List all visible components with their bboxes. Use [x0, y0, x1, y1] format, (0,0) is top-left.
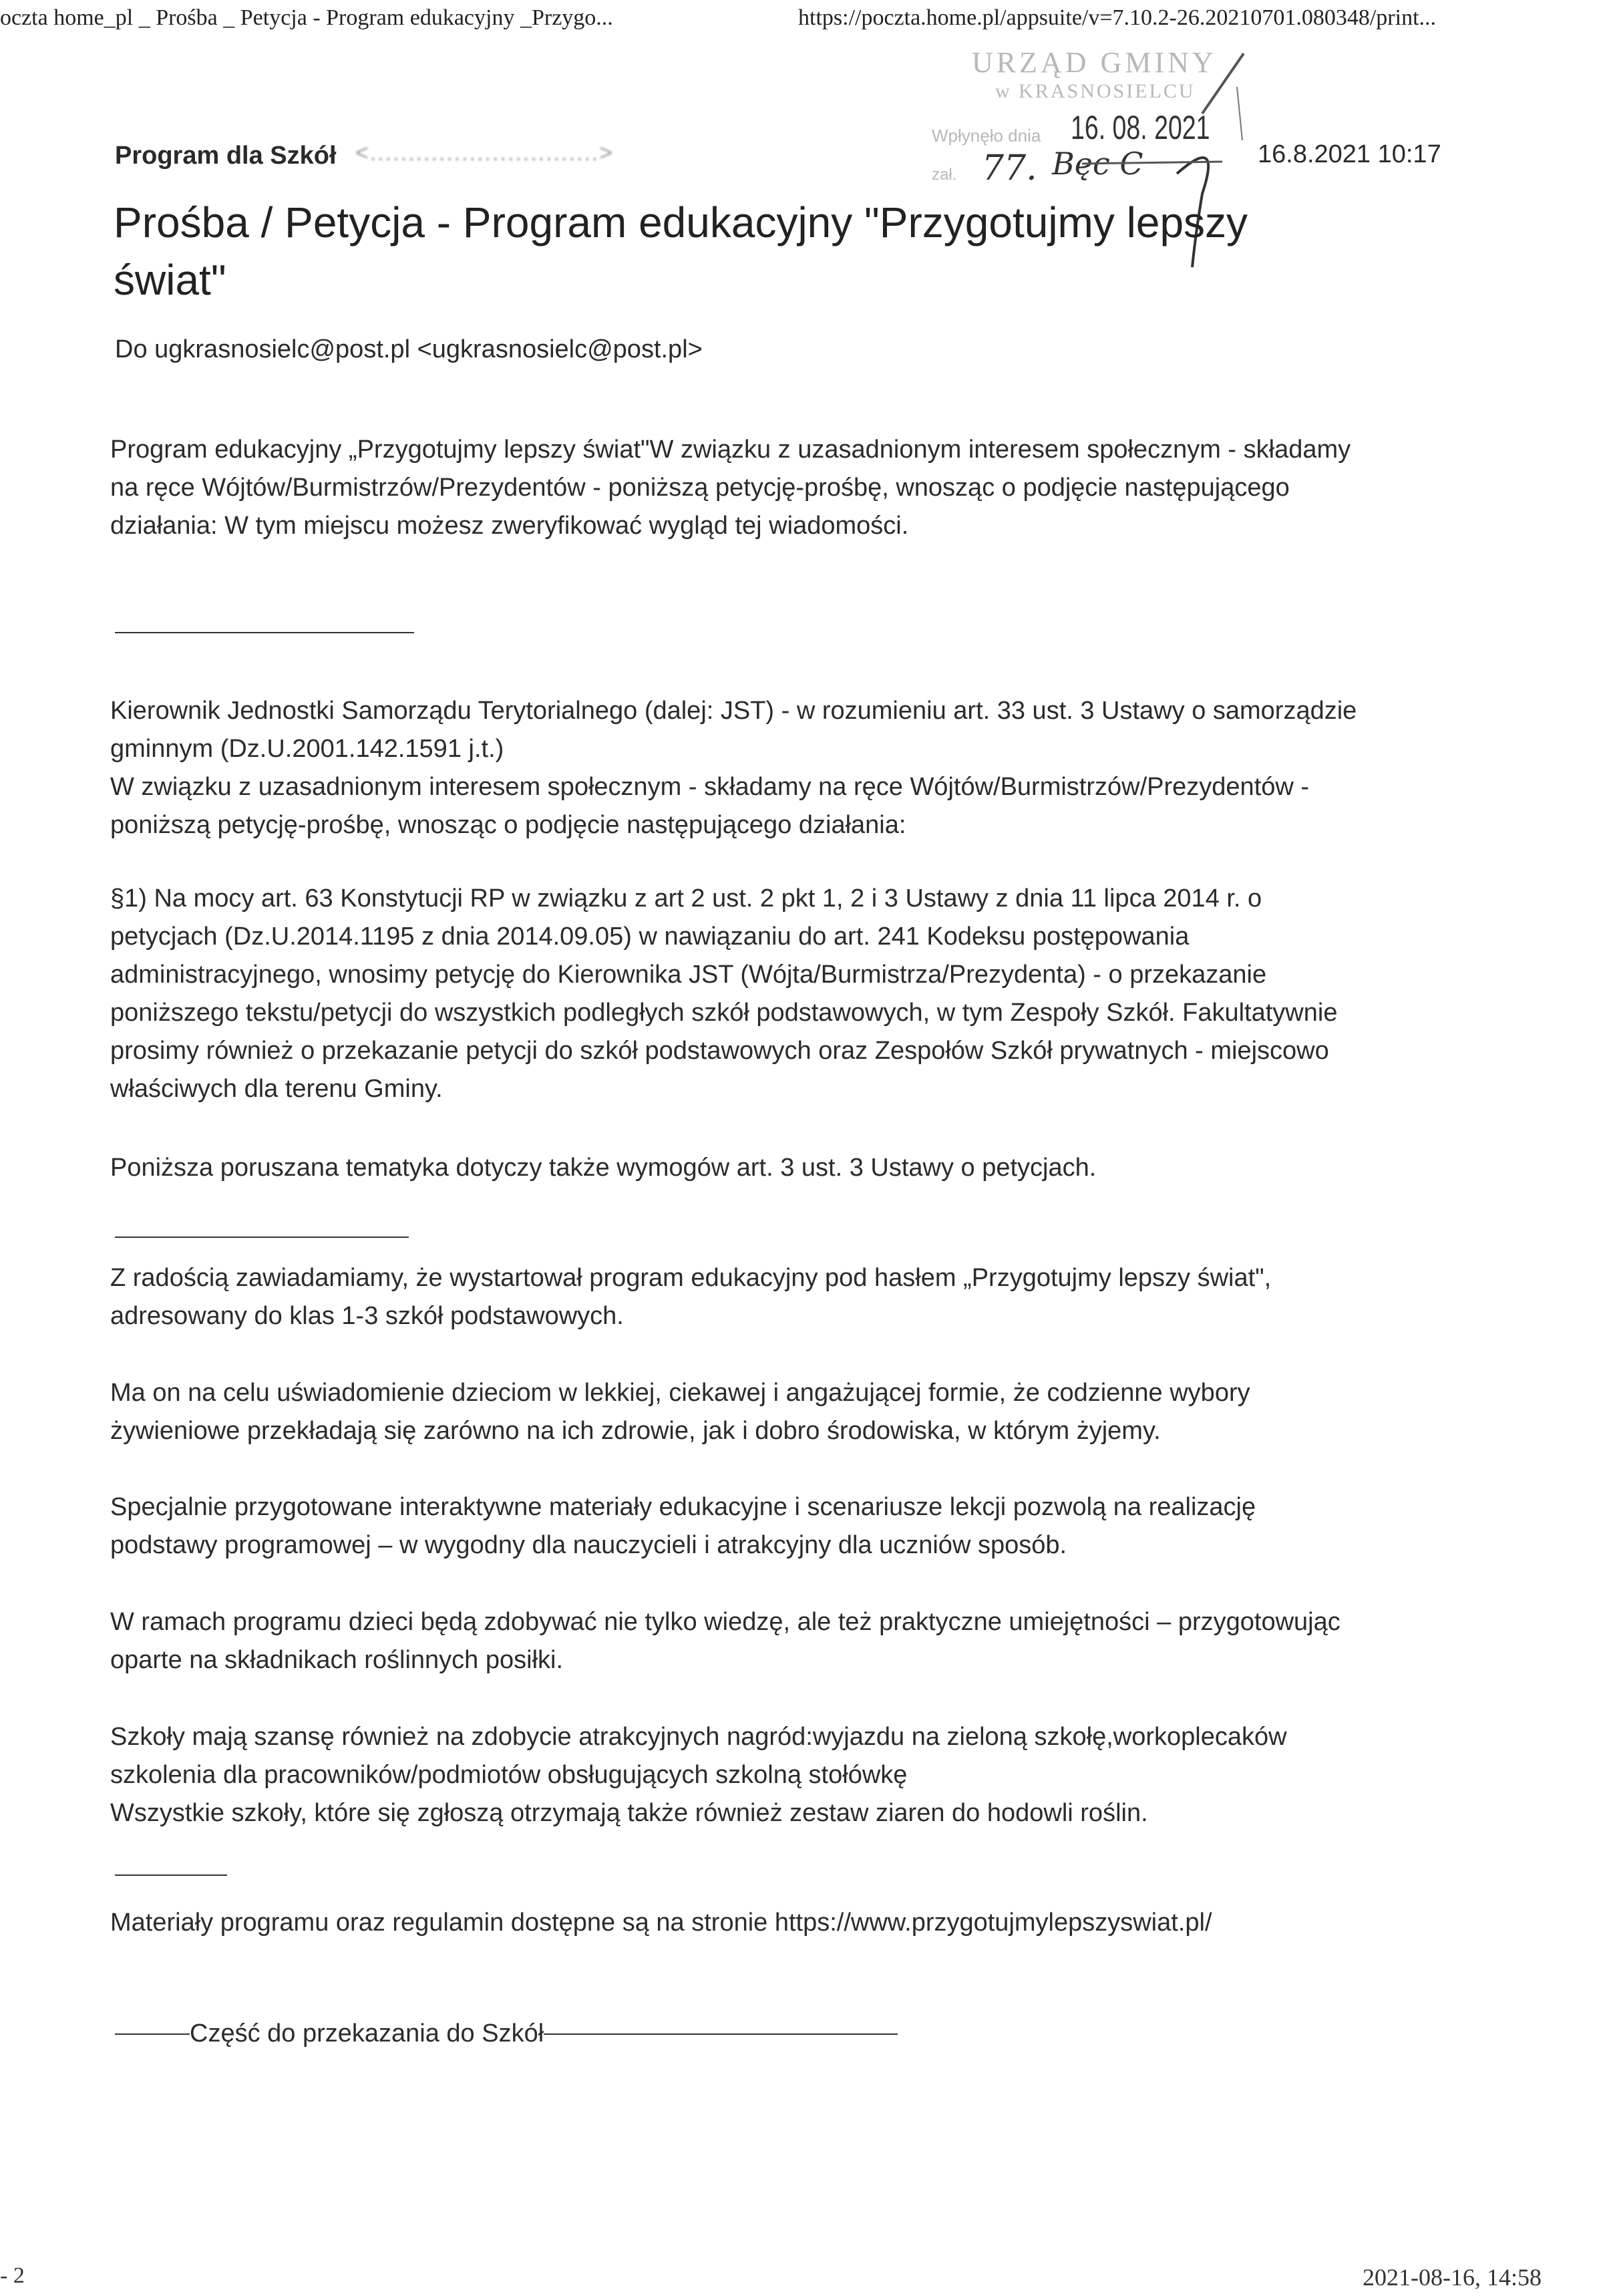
- radosc-line: Z radością zawiadamiamy, że wystartował program edukacyjny pod hasłem „Przygotujmy lepszy świat",: [110, 1264, 1272, 1292]
- szkoly-paragraph: [110, 1718, 1453, 1832]
- print-header-title: oczta home_pl _ Prośba _ Petycja - Program edukacyjny _Przygo...: [0, 5, 613, 30]
- czesc-rule-right: [544, 2033, 898, 2035]
- stamp-received-label: Wpłynęło dnia: [932, 126, 1041, 146]
- email-datetime: 16.8.2021 10:17: [1258, 140, 1441, 168]
- czesc-rule-left: [115, 2033, 190, 2035]
- paragraph-1-line: właściwych dla terenu Gminy.: [110, 1075, 443, 1103]
- email-subject-line2: świat": [114, 256, 226, 304]
- paragraph-1-line: administracyjnego, wnosimy petycję do Kierownika JST (Wójta/Burmistrza/Prezydenta) - o przekazanie: [110, 961, 1267, 989]
- ramach-paragraph: [110, 1603, 1453, 1679]
- print-footer-timestamp: 2021-08-16, 14:58: [1363, 2264, 1542, 2291]
- czesc-label: Część do przekazania do Szkół: [190, 2019, 544, 2047]
- materialy-edu-line: Specjalnie przygotowane interaktywne materiały edukacyjne i scenariusze lekcji pozwolą na realizację: [110, 1493, 1256, 1521]
- cel-paragraph: [110, 1374, 1453, 1450]
- materialy-edu-paragraph: [110, 1488, 1453, 1565]
- regulamin-line: Materiały programu oraz regulamin dostępne są na stronie https://www.przygotujmylepszyswiat.pl/: [110, 1909, 1212, 1937]
- ponizsza-paragraph: [110, 1149, 1453, 1187]
- szkoly-line: szkolenia dla pracowników/podmiotów obsługujących szkolną stołówkę: [110, 1761, 908, 1789]
- intro-paragraph: [110, 431, 1453, 545]
- email-subject: [114, 194, 1248, 309]
- stamp-office-name: URZĄD GMINY: [972, 46, 1217, 79]
- stamp-office-location: w KRASNOSIELCU: [995, 80, 1196, 102]
- stamp-received-date: 16. 08. 2021: [1071, 109, 1210, 146]
- kierownik-line: Kierownik Jednostki Samorządu Terytorialnego (dalej: JST) - w rozumieniu art. 33 ust. 3 Ustawy o samorządzie: [110, 697, 1357, 725]
- regulamin-paragraph: [110, 1904, 1453, 1942]
- print-header-url: https://poczta.home.pl/appsuite/v=7.10.2-26.20210701.080348/print...: [798, 5, 1437, 30]
- separator-rule: [115, 1237, 409, 1238]
- paragraph-1-line: poniższego tekstu/petycji do wszystkich podległych szkół podstawowych, w tym Zespoły Szkół. Fakultatywnie: [110, 999, 1338, 1027]
- szkoly-line: Szkoły mają szansę również na zdobycie atrakcyjnych nagród:wyjazdu na zieloną szkołę,workoplecaków: [110, 1723, 1287, 1751]
- kierownik-paragraph: [110, 692, 1453, 844]
- paragraph-1: [110, 880, 1453, 1108]
- stamp-signature: Bęc C: [1052, 146, 1143, 182]
- intro-line: na ręce Wójtów/Burmistrzów/Prezydentów - poniższą petycję-prośbę, wnosząc o podjęcie następującego: [110, 474, 1290, 502]
- radosc-paragraph: [110, 1259, 1453, 1335]
- paragraph-1-line: §1) Na mocy art. 63 Konstytucji RP w związku z art 2 ust. 2 pkt 1, 2 i 3 Ustawy z dnia 11 lipca 2014 r. o: [110, 884, 1262, 913]
- email-subject-line1: Prośba / Petycja - Program edukacyjny "Przygotujmy lepszy: [114, 198, 1248, 247]
- separator-rule: [115, 632, 414, 633]
- print-footer-page: - 2: [0, 2263, 25, 2288]
- cel-line: żywieniowe przekładają się zarówno na ich zdrowie, jak i dobro środowiska, w którym żyjemy.: [110, 1417, 1161, 1445]
- ramach-line: W ramach programu dzieci będą zdobywać nie tylko wiedzę, ale też praktyczne umiejętności – przygotowując: [110, 1608, 1340, 1636]
- sender-label: Program dla Szkół: [115, 142, 337, 170]
- kierownik-line: W związku z uzasadnionym interesem społecznym - składamy na ręce Wójtów/Burmistrzów/Prezydentów -: [110, 773, 1310, 801]
- paragraph-1-line: petycjach (Dz.U.2014.1195 z dnia 2014.09.05) w nawiązaniu do art. 241 Kodeksu postępowania: [110, 923, 1190, 951]
- kierownik-line: poniższą petycję-prośbę, wnosząc o podjęcie następującego działania:: [110, 811, 906, 839]
- ramach-line: oparte na składnikach roślinnych posiłki.: [110, 1646, 564, 1674]
- intro-line: Program edukacyjny „Przygotujmy lepszy świat"W związku z uzasadnionym interesem społecznym - składamy: [110, 436, 1351, 464]
- ponizsza-line: Poniższa poruszana tematyka dotyczy także wymogów art. 3 ust. 3 Ustawy o petycjach.: [110, 1154, 1097, 1182]
- sender-address-redacted: <..............................>: [355, 140, 614, 166]
- szkoly-line: Wszystkie szkoły, które się zgłoszą otrzymają także również zestaw ziaren do hodowli roślin.: [110, 1799, 1148, 1827]
- materialy-edu-line: podstawy programowej – w wygodny dla nauczycieli i atrakcyjny dla uczniów sposób.: [110, 1531, 1067, 1559]
- paragraph-1-line: prosimy również o przekazanie petycji do szkół podstawowych oraz Zespołów Szkół prywatnych - miejscowo: [110, 1037, 1329, 1065]
- czesc-separator: [115, 2019, 898, 2048]
- radosc-line: adresowany do klas 1-3 szkół podstawowych.: [110, 1302, 624, 1330]
- kierownik-line: gminnym (Dz.U.2001.142.1591 j.t.): [110, 735, 504, 763]
- stamp-attachment-label: zał.: [932, 166, 957, 184]
- email-recipient: Do ugkrasnosielc@post.pl <ugkrasnosielc@post.pl>: [115, 335, 703, 363]
- separator-rule: [115, 1874, 227, 1876]
- cel-line: Ma on na celu uświadomienie dzieciom w lekkiej, ciekawej i angażującej formie, że codzienne wybory: [110, 1379, 1250, 1407]
- stamp-handwritten-ref: 77.: [982, 148, 1037, 188]
- intro-line: działania: W tym miejscu możesz zweryfikować wygląd tej wiadomości.: [110, 512, 909, 540]
